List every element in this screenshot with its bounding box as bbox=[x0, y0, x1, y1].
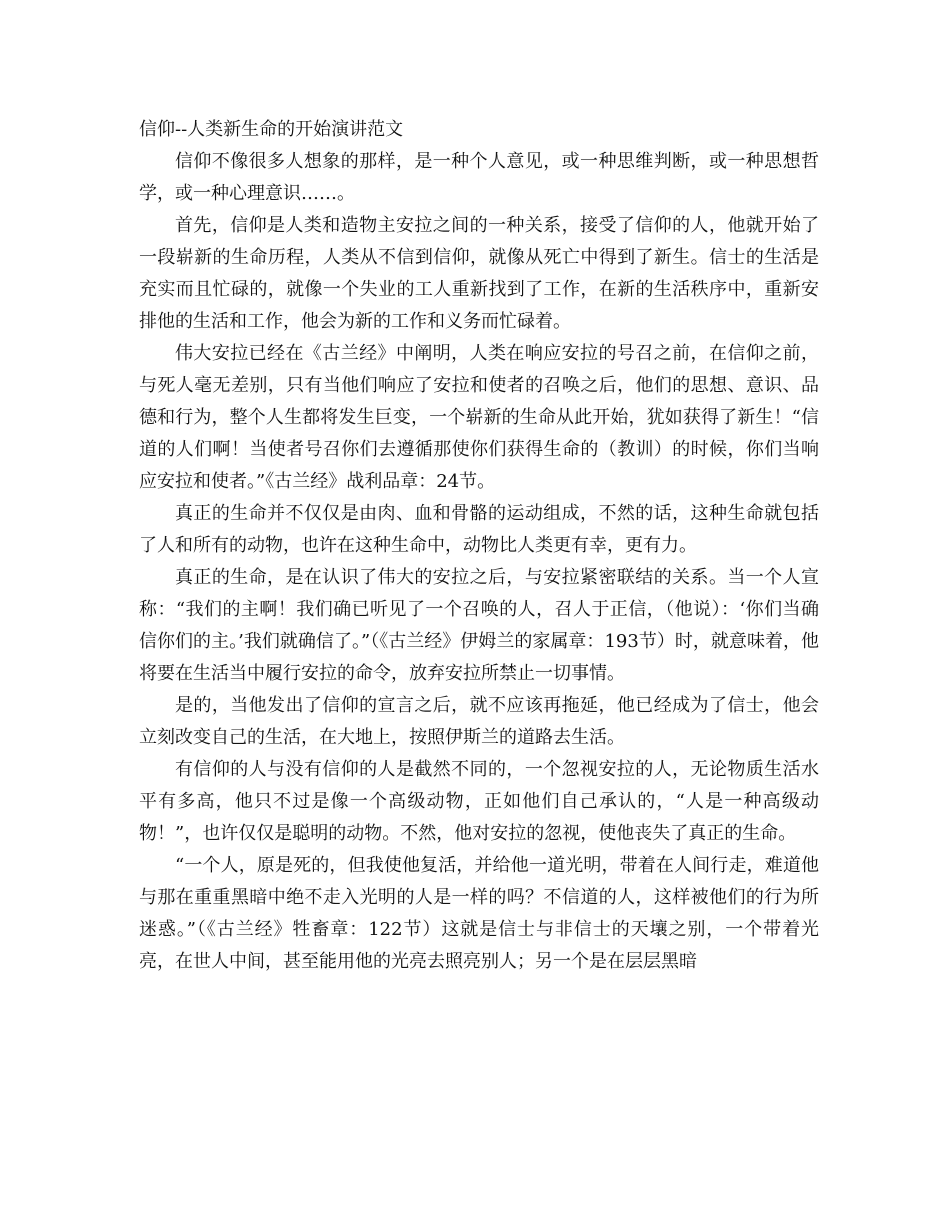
paragraph-1: 信仰不像很多人想象的那样，是一种个人意见，或一种思维判断，或一种思想哲学，或一种心理意识……。 bbox=[139, 151, 819, 204]
paragraph-8: “一个人，原是死的，但我使他复活，并给他一道光明，带着在人间行走，难道他与那在重重黑暗中绝不走入光明的人是一样的吗？不信道的人，这样被他们的行为所迷惑。”（《古兰经》牲畜章：122节）这就是信士与非信士的天壤之别，一个带着光亮，在世人中间，甚至能用他的光亮去照亮别人；另一个是在层层黑暗 bbox=[139, 855, 819, 972]
document-body bbox=[139, 114, 819, 978]
paragraph-3: 伟大安拉已经在《古兰经》中阐明，人类在响应安拉的号召之前，在信仰之前，与死人毫无差别，只有当他们响应了安拉和使者的召唤之后，他们的思想、意识、品德和行为，整个人生都将发生巨变，一个崭新的生命从此开始，犹如获得了新生！“信道的人们啊！当使者号召你们去遵循那使你们获得生命的（教训）的时候，你们当响应安拉和使者。”《古兰经》战利品章：24节。 bbox=[139, 343, 819, 492]
paragraph-5: 真正的生命，是在认识了伟大的安拉之后，与安拉紧密联结的关系。当一个人宣称：“我们的主啊！我们确已听见了一个召唤的人，召人于正信，（他说）：‘你们当确信你们的主。’我们就确信了。”（《古兰经》伊姆兰的家属章：193节）时，就意味着，他将要在生活当中履行安拉的命令，放弃安拉所禁止一切事情。 bbox=[139, 567, 819, 684]
paragraph-6: 是的，当他发出了信仰的宣言之后，就不应该再拖延，他已经成为了信士，他会立刻改变自己的生活，在大地上，按照伊斯兰的道路去生活。 bbox=[139, 695, 819, 748]
document-title: 信仰--人类新生命的开始演讲范文 bbox=[139, 119, 404, 140]
paragraph-7: 有信仰的人与没有信仰的人是截然不同的，一个忽视安拉的人，无论物质生活水平有多高，他只不过是像一个高级动物，正如他们自己承认的，“人是一种高级动物！”，也许仅仅是聪明的动物。不然，他对安拉的忽视，使他丧失了真正的生命。 bbox=[139, 759, 819, 844]
paragraph-4: 真正的生命并不仅仅是由肉、血和骨骼的运动组成，不然的话，这种生命就包括了人和所有的动物，也许在这种生命中，动物比人类更有幸，更有力。 bbox=[139, 503, 819, 556]
paragraph-2: 首先，信仰是人类和造物主安拉之间的一种关系，接受了信仰的人，他就开始了一段崭新的生命历程，人类从不信到信仰，就像从死亡中得到了新生。信士的生活是充实而且忙碌的，就像一个失业的工人重新找到了工作，在新的生活秩序中，重新安排他的生活和工作，他会为新的工作和义务而忙碌着。 bbox=[139, 215, 819, 332]
